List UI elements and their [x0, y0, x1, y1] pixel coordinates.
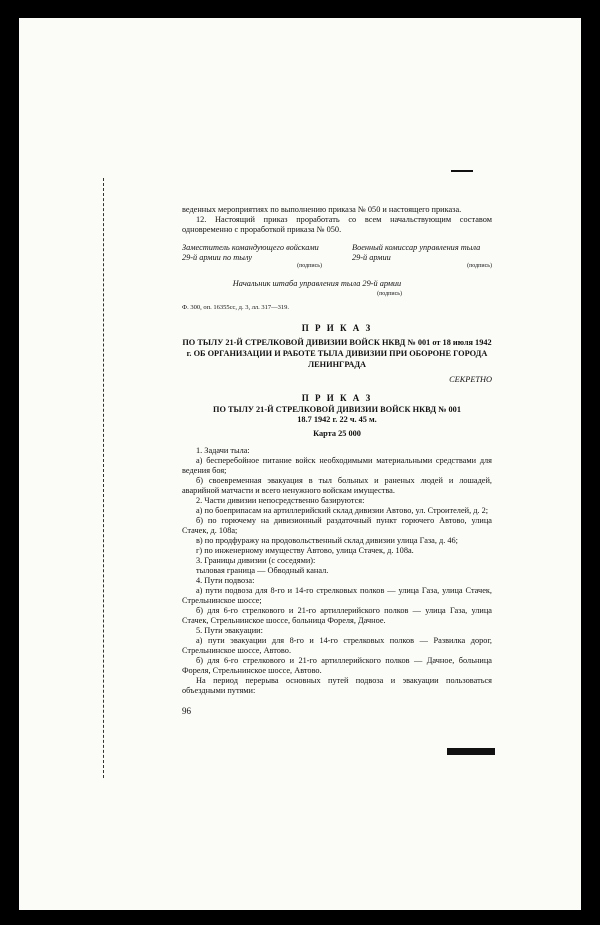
body-paragraph: а) бесперебойное питание войск необходимыми материальными средствами для ведения боя;: [182, 456, 492, 475]
signature-note: (подпись): [297, 263, 322, 269]
body-paragraph: г) по инженерному имуществу Автово, улица Стачек, д. 108а.: [196, 546, 414, 555]
signer-title: Заместитель командующего войсками 29-й армии по тылу: [182, 243, 319, 262]
signer-title: Начальник штаба управления тыла 29-й армии: [232, 279, 402, 288]
signature-right: [352, 243, 492, 271]
body-paragraph: в) по продфуражу на продовольственный склад дивизии улица Газа, д. 46;: [196, 536, 458, 545]
order-datetime: 18.7 1942 г. 22 ч. 45 м.: [297, 415, 377, 424]
secret-label: СЕКРЕТНО: [449, 375, 492, 384]
body-paragraph: 1. Задачи тыла:: [196, 446, 250, 455]
body-paragraph: 2. Части дивизии непосредственно базируются:: [196, 496, 365, 505]
bottom-right-mark: [447, 748, 495, 755]
top-right-mark: [451, 170, 473, 172]
paragraph: 12. Настоящий приказ проработать со всем начальствующим составом одновременно с проработкой приказа № 050.: [182, 215, 492, 234]
signature-note: (подпись): [467, 263, 492, 269]
signer-title: Военный комиссар управления тыла 29-й армии: [352, 243, 481, 262]
order-title: ПО ТЫЛУ 21-Й СТРЕЛКОВОЙ ДИВИЗИИ ВОЙСК НКВД № 001 от 18 июля 1942 г. ОБ ОРГАНИЗАЦИИ И РАБОТЕ ТЫЛА ДИВИЗИИ ПРИ ОБОРОНЕ ГОРОДА ЛЕНИНГРАДА: [182, 338, 492, 369]
body-paragraph: а) пути подвоза для 8-го и 14-го стрелковых полков — улица Газа, улица Стачек, Стрельнинское шоссе;: [182, 586, 492, 605]
left-edge-mark: [103, 178, 104, 778]
body-paragraph: 3. Границы дивизии (с соседями):: [196, 556, 316, 565]
paragraph: веденных мероприятиях по выполнению приказа № 050 и настоящего приказа.: [182, 205, 462, 214]
body-paragraph: 5. Пути эвакуации:: [196, 626, 263, 635]
body-paragraph: а) пути эвакуации для 8-го и 14-го стрелковых полков — Развилка дорог, Стрельнинское шоссе, Автово.: [182, 636, 492, 655]
body-paragraph: б) своевременная эвакуация в тыл больных и раненых людей и лошадей, аварийной матчасти и всего ненужного войскам имущества.: [182, 476, 492, 495]
document-page: [19, 18, 581, 910]
body-paragraph: На период перерыва основных путей подвоза и эвакуации пользоваться объездными путями:: [182, 676, 492, 695]
body-paragraph: б) для 6-го стрелкового и 21-го артиллерийского полков — улица Газа, улица Стачек, Стрельнинское шоссе, больница Фореля, Дачное.: [182, 606, 492, 625]
body-paragraph: б) по горючему на дивизионный раздаточный пункт горючего Автово, улица Стачек, д. 108а;: [182, 516, 492, 535]
signature-block: [182, 243, 492, 271]
body-paragraph: б) для 6-го стрелкового и 21-го артиллерийского полков — Дачное, больница Фореля, Стрельнинское шоссе, Автово.: [182, 656, 492, 675]
order-heading: П Р И К А З: [301, 323, 373, 333]
signature-block-2: [232, 279, 402, 299]
signature-left: [182, 243, 322, 271]
order-title-2: ПО ТЫЛУ 21-Й СТРЕЛКОВОЙ ДИВИЗИИ ВОЙСК НКВД № 001: [213, 405, 461, 414]
body-paragraph: а) по боеприпасам на артиллерийский склад дивизии Автово, ул. Строителей, д. 2;: [196, 506, 489, 515]
body-paragraph: тыловая граница — Обводный канал.: [196, 566, 329, 575]
map-reference: Карта 25 000: [313, 429, 361, 438]
page-number: 96: [182, 706, 191, 716]
document-text: [182, 205, 492, 716]
order-heading-2: П Р И К А З: [301, 393, 373, 403]
archive-source: Ф. 300, оп. 16355сс, д. 3, лл. 317—319.: [182, 304, 290, 311]
signature-note: (подпись): [377, 291, 402, 297]
body-paragraph: 4. Пути подвоза:: [196, 576, 255, 585]
